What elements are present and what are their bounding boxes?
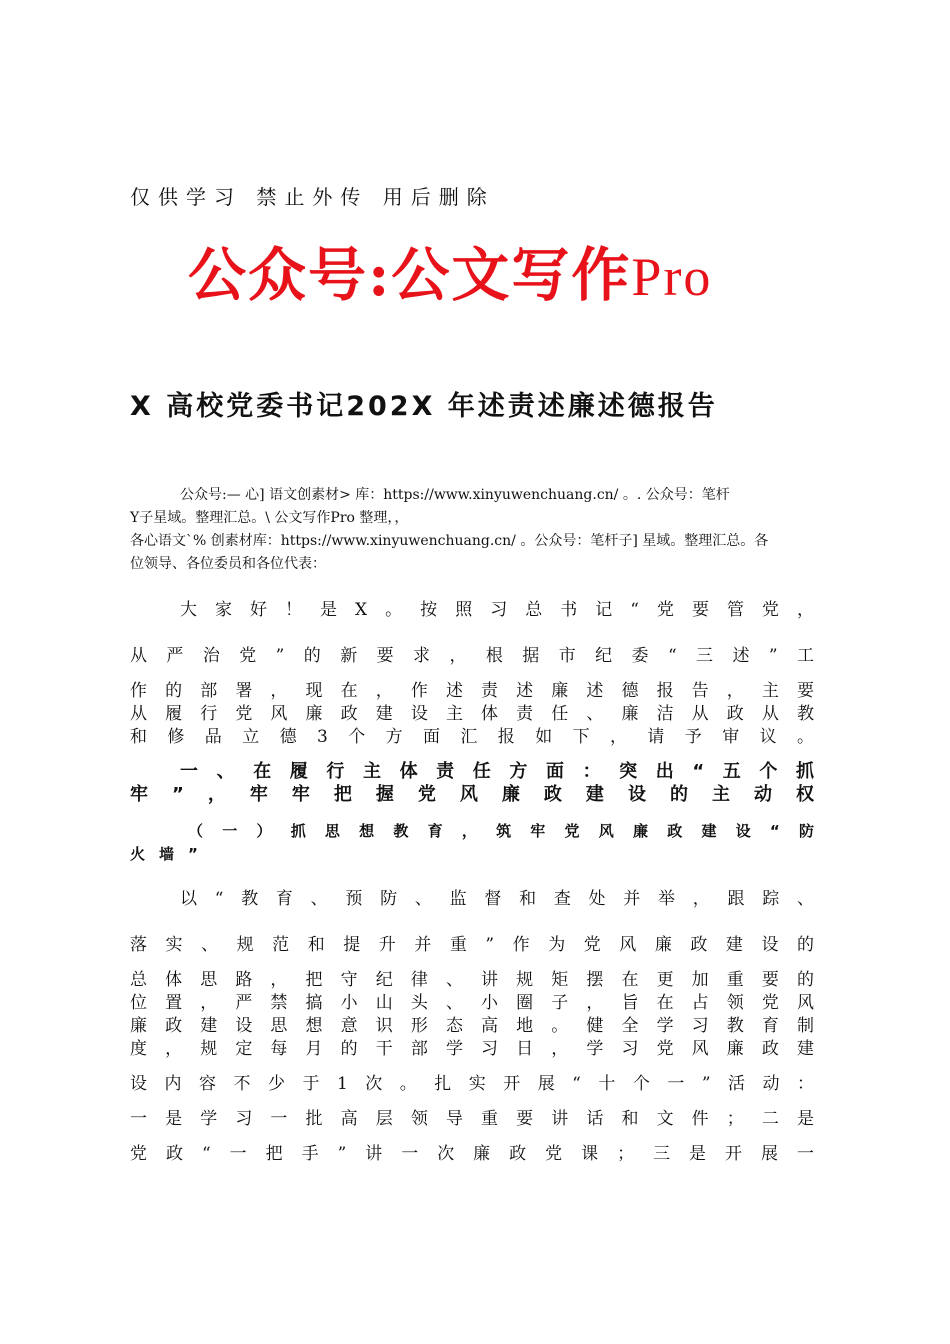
usage-notice: 仅供学习 禁止外传 用后删除 (130, 185, 495, 209)
salutation: 位领导、各位委员和各位代表： (130, 556, 326, 572)
body-line: 和修品立德3个方面汇报如下，请予审议。 (130, 727, 814, 747)
body-line: 从履行党风廉政建设主体责任、廉洁从政从教 (130, 704, 814, 724)
meta-line: Y子星域。整理汇总。\ 公文写作Pro 整理，， (130, 510, 409, 526)
body-line: 廉政建设思想意识形态高地。健全学习教育制 (130, 1016, 814, 1036)
subsection-heading: 火墙” (130, 845, 212, 863)
meta-line: 公众号:— 心] 语文创素材> 库：https://www.xinyuwenchuang.cn/ 。. 公众号：笔杆 (180, 487, 730, 503)
meta-line: 各心语文`% 创素材库：https://www.xinyuwenchuang.cn/ 。公众号：笔杆子] 星域。整理汇总。各 (130, 533, 769, 549)
body-line: 落实、规范和提升并重”作为党风廉政建设的 (130, 935, 814, 955)
body-line: 度，规定每月的干部学习日，学习党风廉政建 (130, 1039, 814, 1059)
body-line: 作的部署，现在，作述责述廉述德报告，主要 (130, 681, 814, 701)
body-line: 设内容不少于1次。扎实开展“十个一”活动： (130, 1074, 814, 1094)
body-line: 一是学习一批高层领导重要讲话和文件；二是 (130, 1109, 814, 1129)
body-line: 总体思路，把守纪律、讲规矩摆在更加重要的 (130, 970, 814, 990)
section-heading: 牢”，牢牢把握党风廉政建设的主动权 (130, 784, 814, 805)
body-line: 党政“一把手”讲一次廉政党课；三是开展一 (130, 1144, 814, 1164)
document-title: X 高校党委书记202X 年述责述廉述德报告 (130, 391, 718, 422)
brand-latin: Pro (631, 247, 713, 307)
brand-watermark (188, 228, 712, 312)
body-line: 从严治党”的新要求，根据市纪委“三述”工 (130, 646, 814, 666)
body-line: 位置，严禁搞小山头、小圈子，旨在占领党风 (130, 993, 814, 1013)
body-line: 大家好！是X。按照习总书记“党要管党， (180, 600, 814, 620)
brand-chinese: 公众号:公文写作 (188, 241, 632, 309)
subsection-heading: （一）抓思想教育，筑牢党风廉政建设“防 (188, 822, 814, 840)
section-heading: 一、在履行主体责任方面：突出“五个抓 (180, 761, 814, 782)
body-line: 以“教育、预防、监督和查处并举，跟踪、 (180, 889, 814, 909)
